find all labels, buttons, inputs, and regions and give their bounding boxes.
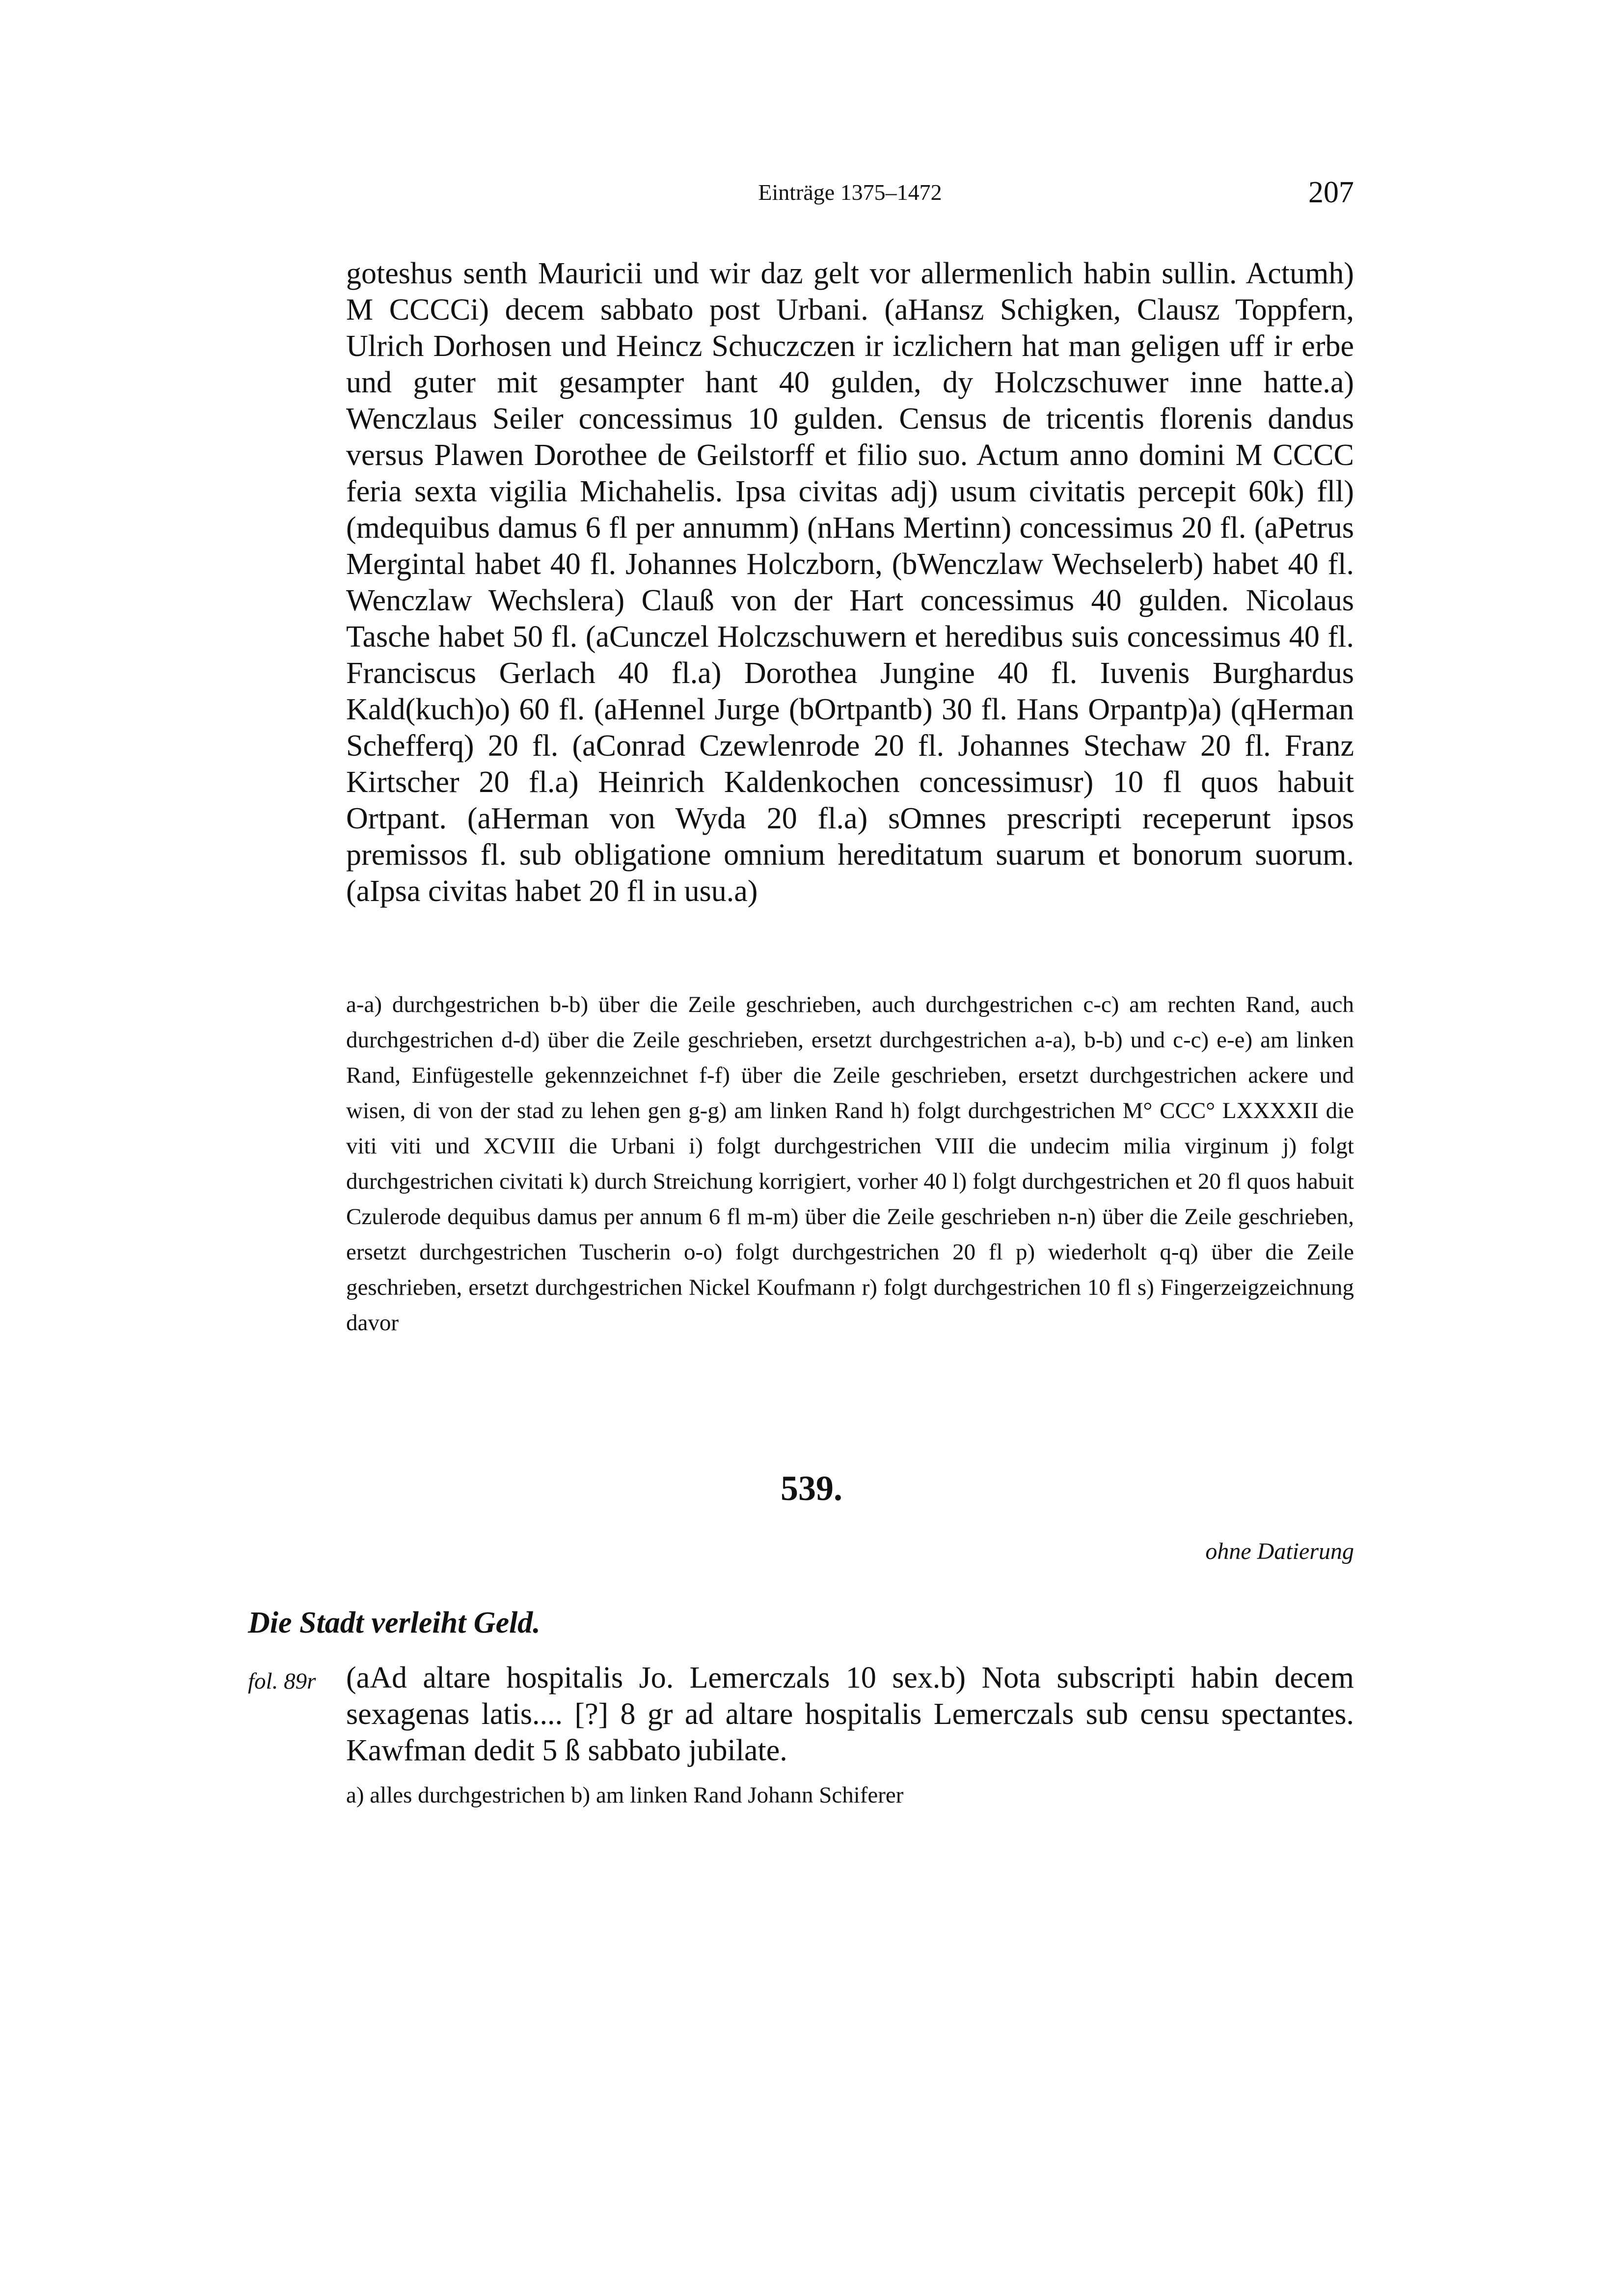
running-title: Einträge 1375–1472	[758, 180, 942, 205]
entry-538-text	[346, 255, 1354, 909]
entry-539-notes	[346, 1777, 1354, 1813]
entry-538-paragraph: goteshus senth Mauricii und wir daz gelt vor allermenlich habin sullin. Actumh) M CCCCi) decem sabbato post Urbani. (aHansz Schigken, Clausz Toppfern, Ulrich Dorhosen und Heincz Schuczczen ir iczlichern hat man geligen uff ir erbe und guter mit gesampter hant 40 gulden, dy Holczschuwer inne hatte.a) Wenczlaus Seiler concessimus 10 gulden. Census de tricentis florenis dandus versus Plawen Dorothee de Geilstorff et filio suo. Actum anno domini M CCCC feria sexta vigilia Michahelis. Ipsa civitas adj) usum civitatis percepit 60k) fll) (mdequibus damus 6 fl per annumm) (nHans Mertinn) concessimus 20 fl. (aPetrus Mergintal habet 40 fl. Johannes Holczborn, (bWenczlaw Wechselerb) habet 40 fl. Wenczlaw Wechslera) Clauß von der Hart concessimus 40 gulden. Nicolaus Tasche habet 50 fl. (aCunczel Holczschuwern et heredibus suis concessimus 40 fl. Franciscus Gerlach 40 fl.a) Dorothea Jungine 40 fl. Iuvenis Burghardus Kald(kuch)o) 60 fl. (aHennel Jurge (bOrtpantb) 30 fl. Hans Orpantp)a) (qHerman Schefferq) 20 fl. (aConrad Czewlenrode 20 fl. Johannes Stechaw 20 fl. Franz Kirtscher 20 fl.a) Heinrich Kaldenkochen concessimusr) 10 fl quos habuit Ortpant. (aHerman von Wyda 20 fl.a) sOmnes prescripti receperunt ipsos premissos fl. sub obligatione omnium hereditatum suarum et bonorum suorum. (aIpsa civitas habet 20 fl in usu.a)	[346, 257, 1354, 908]
entry-538-notes	[346, 987, 1354, 1340]
folio-reference: fol. 89r	[248, 1668, 316, 1694]
entry-539-paragraph: (aAd altare hospitalis Jo. Lemerczals 10 sex.b) Nota subscripti habin decem sexagenas latis.... [?] 8 gr ad altare hospitalis Lemerczals sub censu spectantes. Kawfman dedit 5 ß sabbato jubilate.	[346, 1661, 1354, 1767]
document-number: 539.	[781, 1469, 842, 1508]
dating: ohne Datierung	[1205, 1538, 1354, 1564]
entry-539-footnotes: a) alles durchgestrichen b) am linken Rand Johann Schiferer	[346, 1782, 904, 1808]
running-head	[346, 176, 1354, 214]
page-number: 207	[1308, 176, 1354, 209]
entry-538-footnotes: a-a) durchgestrichen b-b) über die Zeile geschrieben, auch durchgestrichen c-c) am rechten Rand, auch durchgestrichen d-d) über die Zeile geschrieben, ersetzt durchgestrichen a-a), b-b) und c-c) e-e) am linken Rand, Einfügestelle gekennzeichnet f-f) über die Zeile geschrieben, ersetzt durchgestrichen ackere und wisen, di von der stad zu lehen gen g-g) am linken Rand h) folgt durchgestrichen M° CCC° LXXXXII die viti viti und XCVIII die Urbani i) folgt durchgestrichen VIII die undecim milia virginum j) folgt durchgestrichen civitati k) durch Streichung korrigiert, vorher 40 l) folgt durchgestrichen et 20 fl quos habuit Czulerode dequibus damus per annum 6 fl m-m) über die Zeile geschrieben n-n) über die Zeile geschrieben, ersetzt durchgestrichen Tuscherin o-o) folgt durchgestrichen 20 fl p) wiederholt q-q) über die Zeile geschrieben, ersetzt durchgestrichen Nickel Koufmann r) folgt durchgestrichen 10 fl s) Fingerzeigzeichnung davor	[346, 992, 1354, 1336]
entry-539-text	[346, 1660, 1354, 1769]
regest-title: Die Stadt verleiht Geld.	[248, 1606, 541, 1640]
